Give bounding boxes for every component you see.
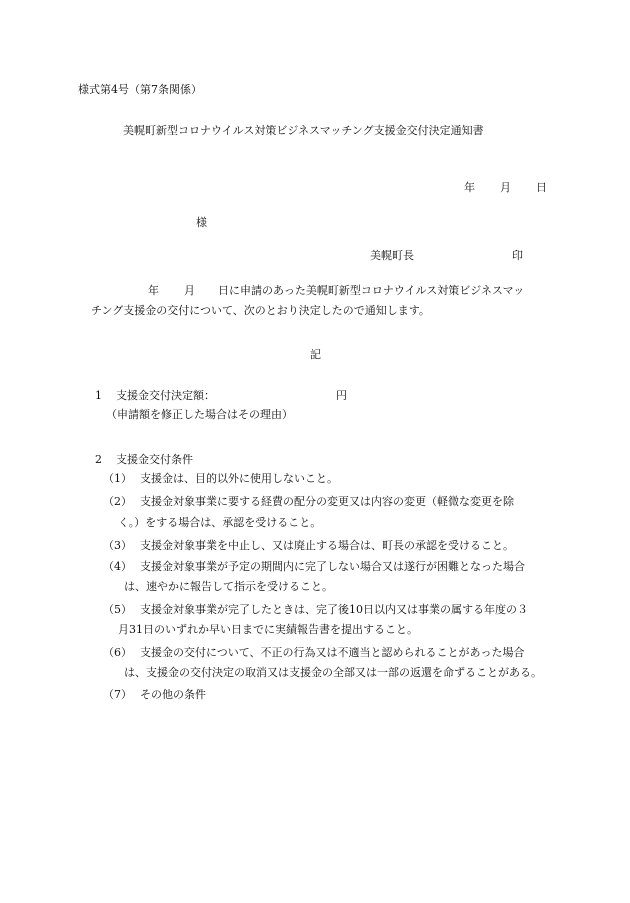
body-line-1: 日に申請のあった美幌町新型コロナウイルス対策ビジネスマッ: [218, 284, 525, 297]
condition-2-line-1: 支援金対象事業に要する経費の配分の変更又は内容の変更（軽微な変更を除: [140, 495, 514, 508]
section2-label: 支援金交付条件: [116, 453, 193, 466]
section2-number: 2: [95, 453, 102, 466]
condition-7-line-1: その他の条件: [140, 688, 206, 701]
condition-7-number: （7）: [103, 688, 132, 701]
body-month: 月: [184, 284, 195, 297]
ki-heading: 記: [310, 348, 321, 361]
condition-6-number: （6）: [103, 646, 132, 659]
date-month: 月: [500, 181, 511, 194]
form-number: 様式第4号（第7条関係）: [78, 83, 202, 96]
condition-3-line-1: 支援金対象事業を中止し、又は廃止する場合は、町長の承認を受けること。: [140, 539, 514, 552]
condition-2-line-2: く。）をする場合は、承認を受けること。: [118, 516, 322, 529]
recipient-suffix: 様: [196, 216, 207, 229]
condition-1-line-1: 支援金は、目的以外に使用しないこと。: [140, 472, 338, 485]
section1-label: 支援金交付決定額：: [116, 389, 215, 402]
issuer-name: 美幌町長: [370, 249, 414, 262]
condition-3-number: （3）: [103, 539, 132, 552]
date-day: 日: [536, 181, 547, 194]
section1-number: 1: [95, 389, 102, 402]
condition-5-line-1: 支援金対象事業が完了したときは、完了後10日以内又は事業の属する年度の３: [140, 603, 528, 616]
section1-note: （申請額を修正した場合はその理由）: [106, 408, 293, 421]
condition-6-line-2: は、支援金の交付決定の取消又は支援金の全部又は一部の返還を命ずることがある。: [124, 666, 542, 679]
section1-unit: 円: [336, 389, 347, 402]
condition-4-line-2: は、速やかに報告して指示を受けること。: [124, 580, 333, 593]
condition-4-number: （4）: [103, 560, 132, 573]
condition-5-number: （5）: [103, 603, 132, 616]
condition-5-line-2: 月31日のいずれか早い日までに実績報告書を提出すること。: [118, 623, 418, 636]
condition-6-line-1: 支援金の交付について、不正の行為又は不適当と認められることがあった場合: [140, 646, 525, 659]
body-year: 年: [148, 284, 159, 297]
issuer-seal: 印: [512, 249, 523, 262]
body-line-2: チング支援金の交付について、次のとおり決定したので通知します。: [91, 304, 430, 317]
condition-1-number: （1）: [103, 472, 132, 485]
document-title: 美幌町新型コロナウイルス対策ビジネスマッチング支援金交付決定通知書: [123, 124, 484, 137]
condition-2-number: （2）: [103, 495, 132, 508]
date-year: 年: [464, 181, 475, 194]
condition-4-line-1: 支援金対象事業が予定の期間内に完了しない場合又は遂行が困難となった場合: [140, 560, 525, 573]
